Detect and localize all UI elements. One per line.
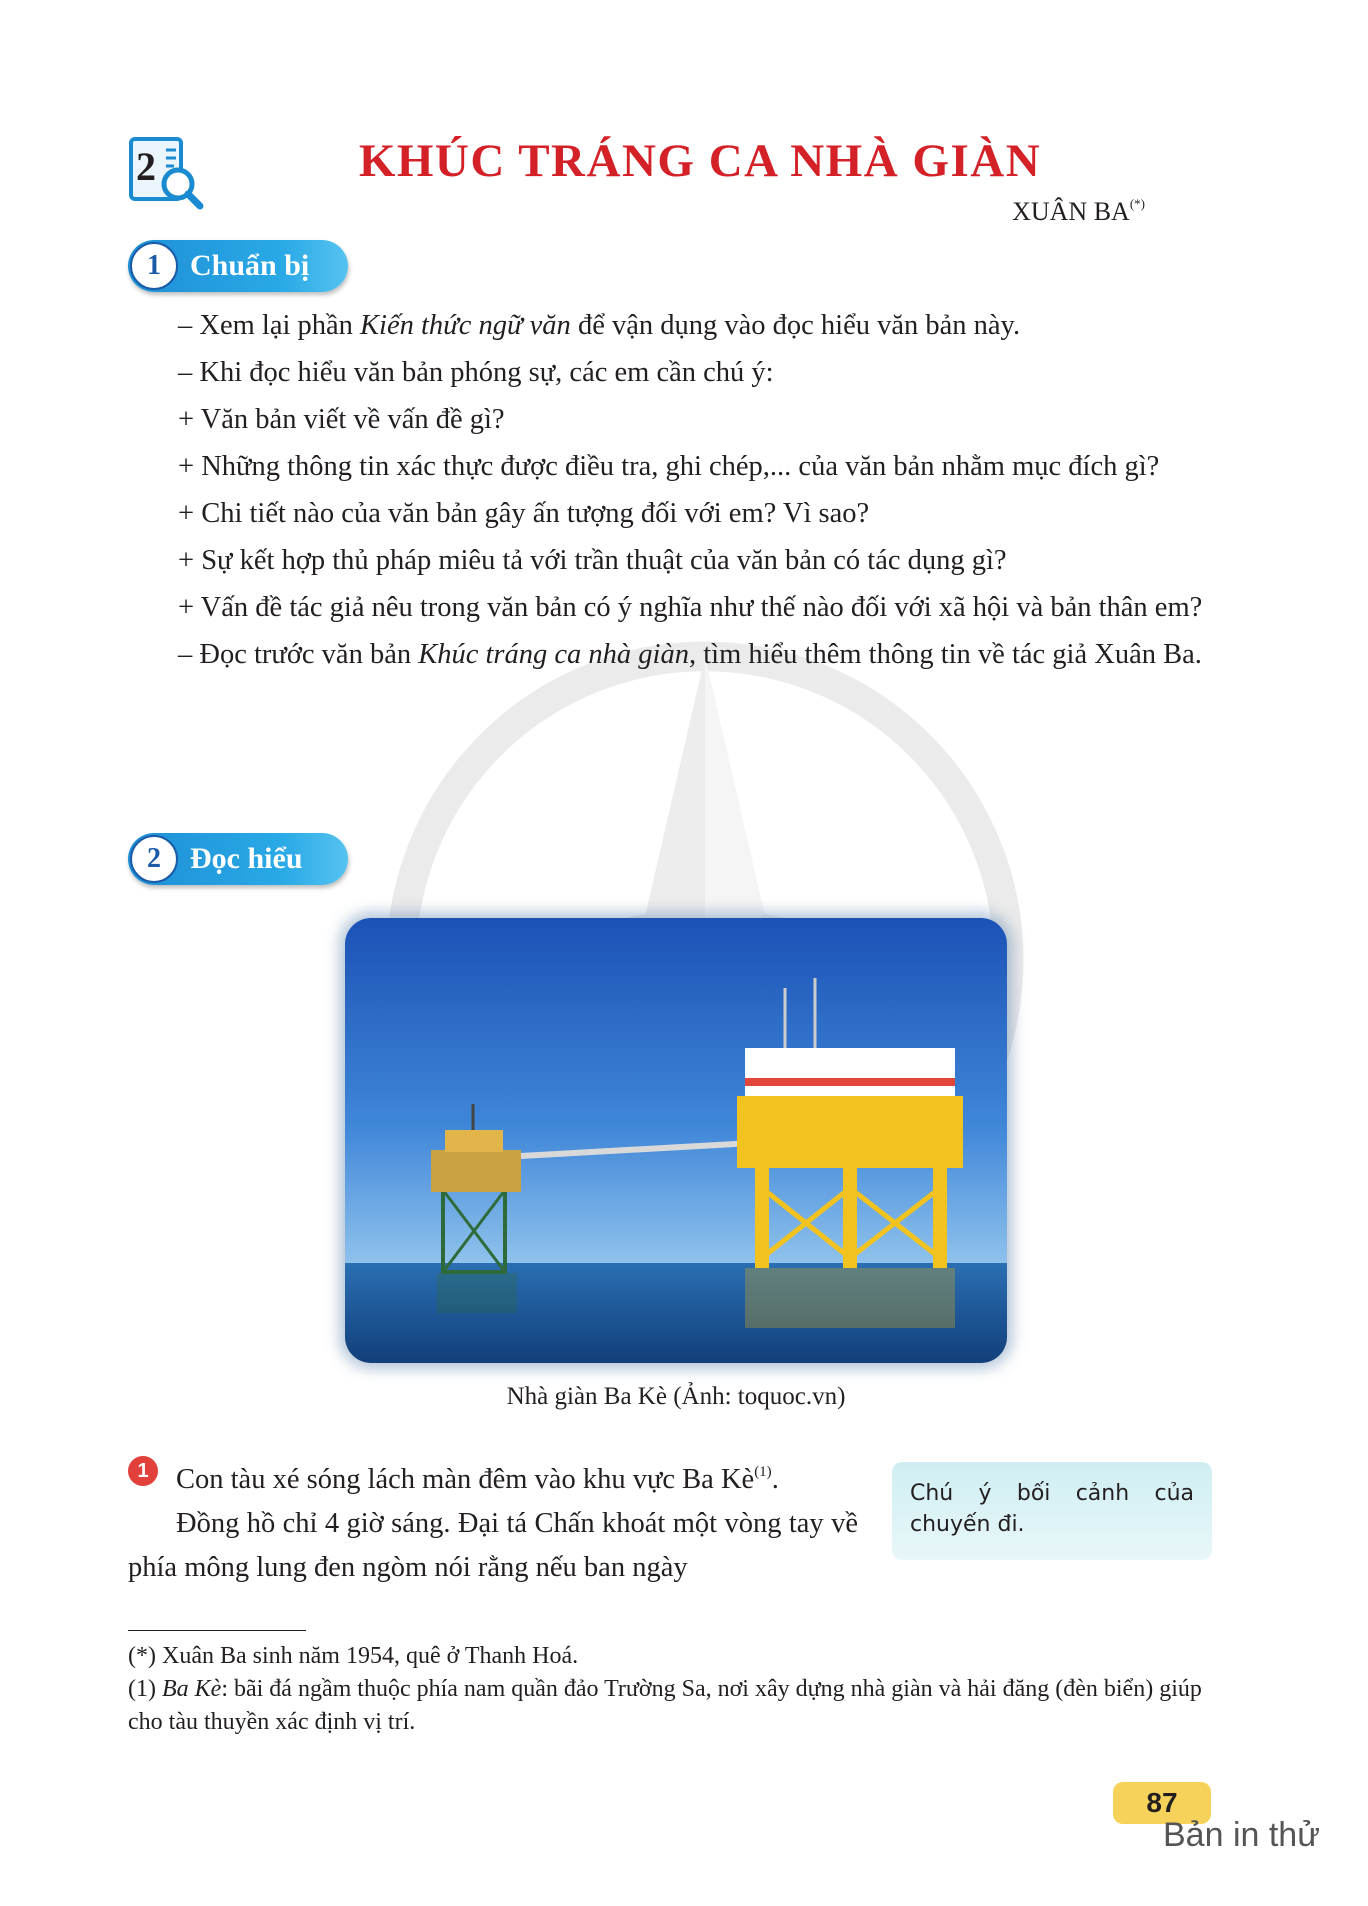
footnotes bbox=[128, 1640, 1210, 1739]
prep-line: – Xem lại phần Kiến thức ngữ văn để vận dụng vào đọc hiểu văn bản này. bbox=[178, 310, 1021, 341]
prep-line: + Những thông tin xác thực được điều tra, ghi chép,... của văn bản nhằm mục đích gì? bbox=[178, 451, 1160, 482]
photo-caption: Nhà giàn Ba Kè (Ảnh: toquoc.vn) bbox=[506, 1383, 846, 1410]
section-number: 1 bbox=[130, 242, 178, 290]
section-number: 2 bbox=[130, 835, 178, 883]
reading-text bbox=[128, 1450, 858, 1590]
prep-line: + Vấn đề tác giả nêu trong văn bản có ý nghĩa như thế nào đối với xã hội và bản thân em? bbox=[178, 592, 1203, 623]
preparation-list bbox=[128, 306, 1210, 682]
page-number: 87 bbox=[1113, 1782, 1211, 1824]
prep-line: + Sự kết hợp thủ pháp miêu tả với trần thuật của văn bản có tác dụng gì? bbox=[178, 545, 1007, 576]
footnote-divider bbox=[128, 1630, 306, 1631]
lesson-title: KHÚC TRÁNG CA NHÀ GIÀN bbox=[358, 135, 1042, 187]
reading-paragraph: Đồng hồ chỉ 4 giờ sáng. Đại tá Chấn khoát một vòng tay về phía mông lung đen ngòm nói rằng nếu ban ngày bbox=[128, 1508, 858, 1583]
author-name: XUÂN BA(*) bbox=[1012, 196, 1145, 226]
prep-line: – Khi đọc hiểu văn bản phóng sự, các em cần chú ý: bbox=[178, 357, 774, 388]
footnote: (*) Xuân Ba sinh năm 1954, quê ở Thanh Hoá. bbox=[128, 1643, 579, 1669]
prep-line: – Đọc trước văn bản Khúc tráng ca nhà giàn, tìm hiểu thêm thông tin về tác giả Xuân Ba. bbox=[178, 639, 1202, 670]
prep-line: + Chi tiết nào của văn bản gây ấn tượng đối với em? Vì sao? bbox=[178, 498, 870, 529]
section-label: Chuẩn bị bbox=[190, 249, 310, 282]
footnote: (1) Ba Kè: bãi đá ngầm thuộc phía nam quần đảo Trường Sa, nơi xây dựng nhà giàn và hải đăng (đèn biển) giúp cho tàu thuyền xác định vị trí. bbox=[128, 1676, 1202, 1735]
lesson-number-icon bbox=[128, 136, 204, 212]
draft-label: Bản in thử bbox=[1163, 1816, 1320, 1854]
section-label: Đọc hiểu bbox=[190, 842, 303, 875]
platform-photo bbox=[345, 918, 1007, 1363]
paragraph-marker: 1 bbox=[128, 1456, 158, 1486]
side-note: Chú ý bối cảnh của chuyến đi. bbox=[892, 1462, 1212, 1560]
reading-paragraph: 1 Con tàu xé sóng lách màn đêm vào khu vực Ba $Kè^{(1)}$. bbox=[128, 1450, 858, 1502]
section-header-reading bbox=[128, 833, 348, 885]
section-header-prep bbox=[128, 240, 348, 292]
prep-line: + Văn bản viết về vấn đề gì? bbox=[178, 404, 505, 435]
lesson-number: 2 bbox=[136, 144, 156, 189]
